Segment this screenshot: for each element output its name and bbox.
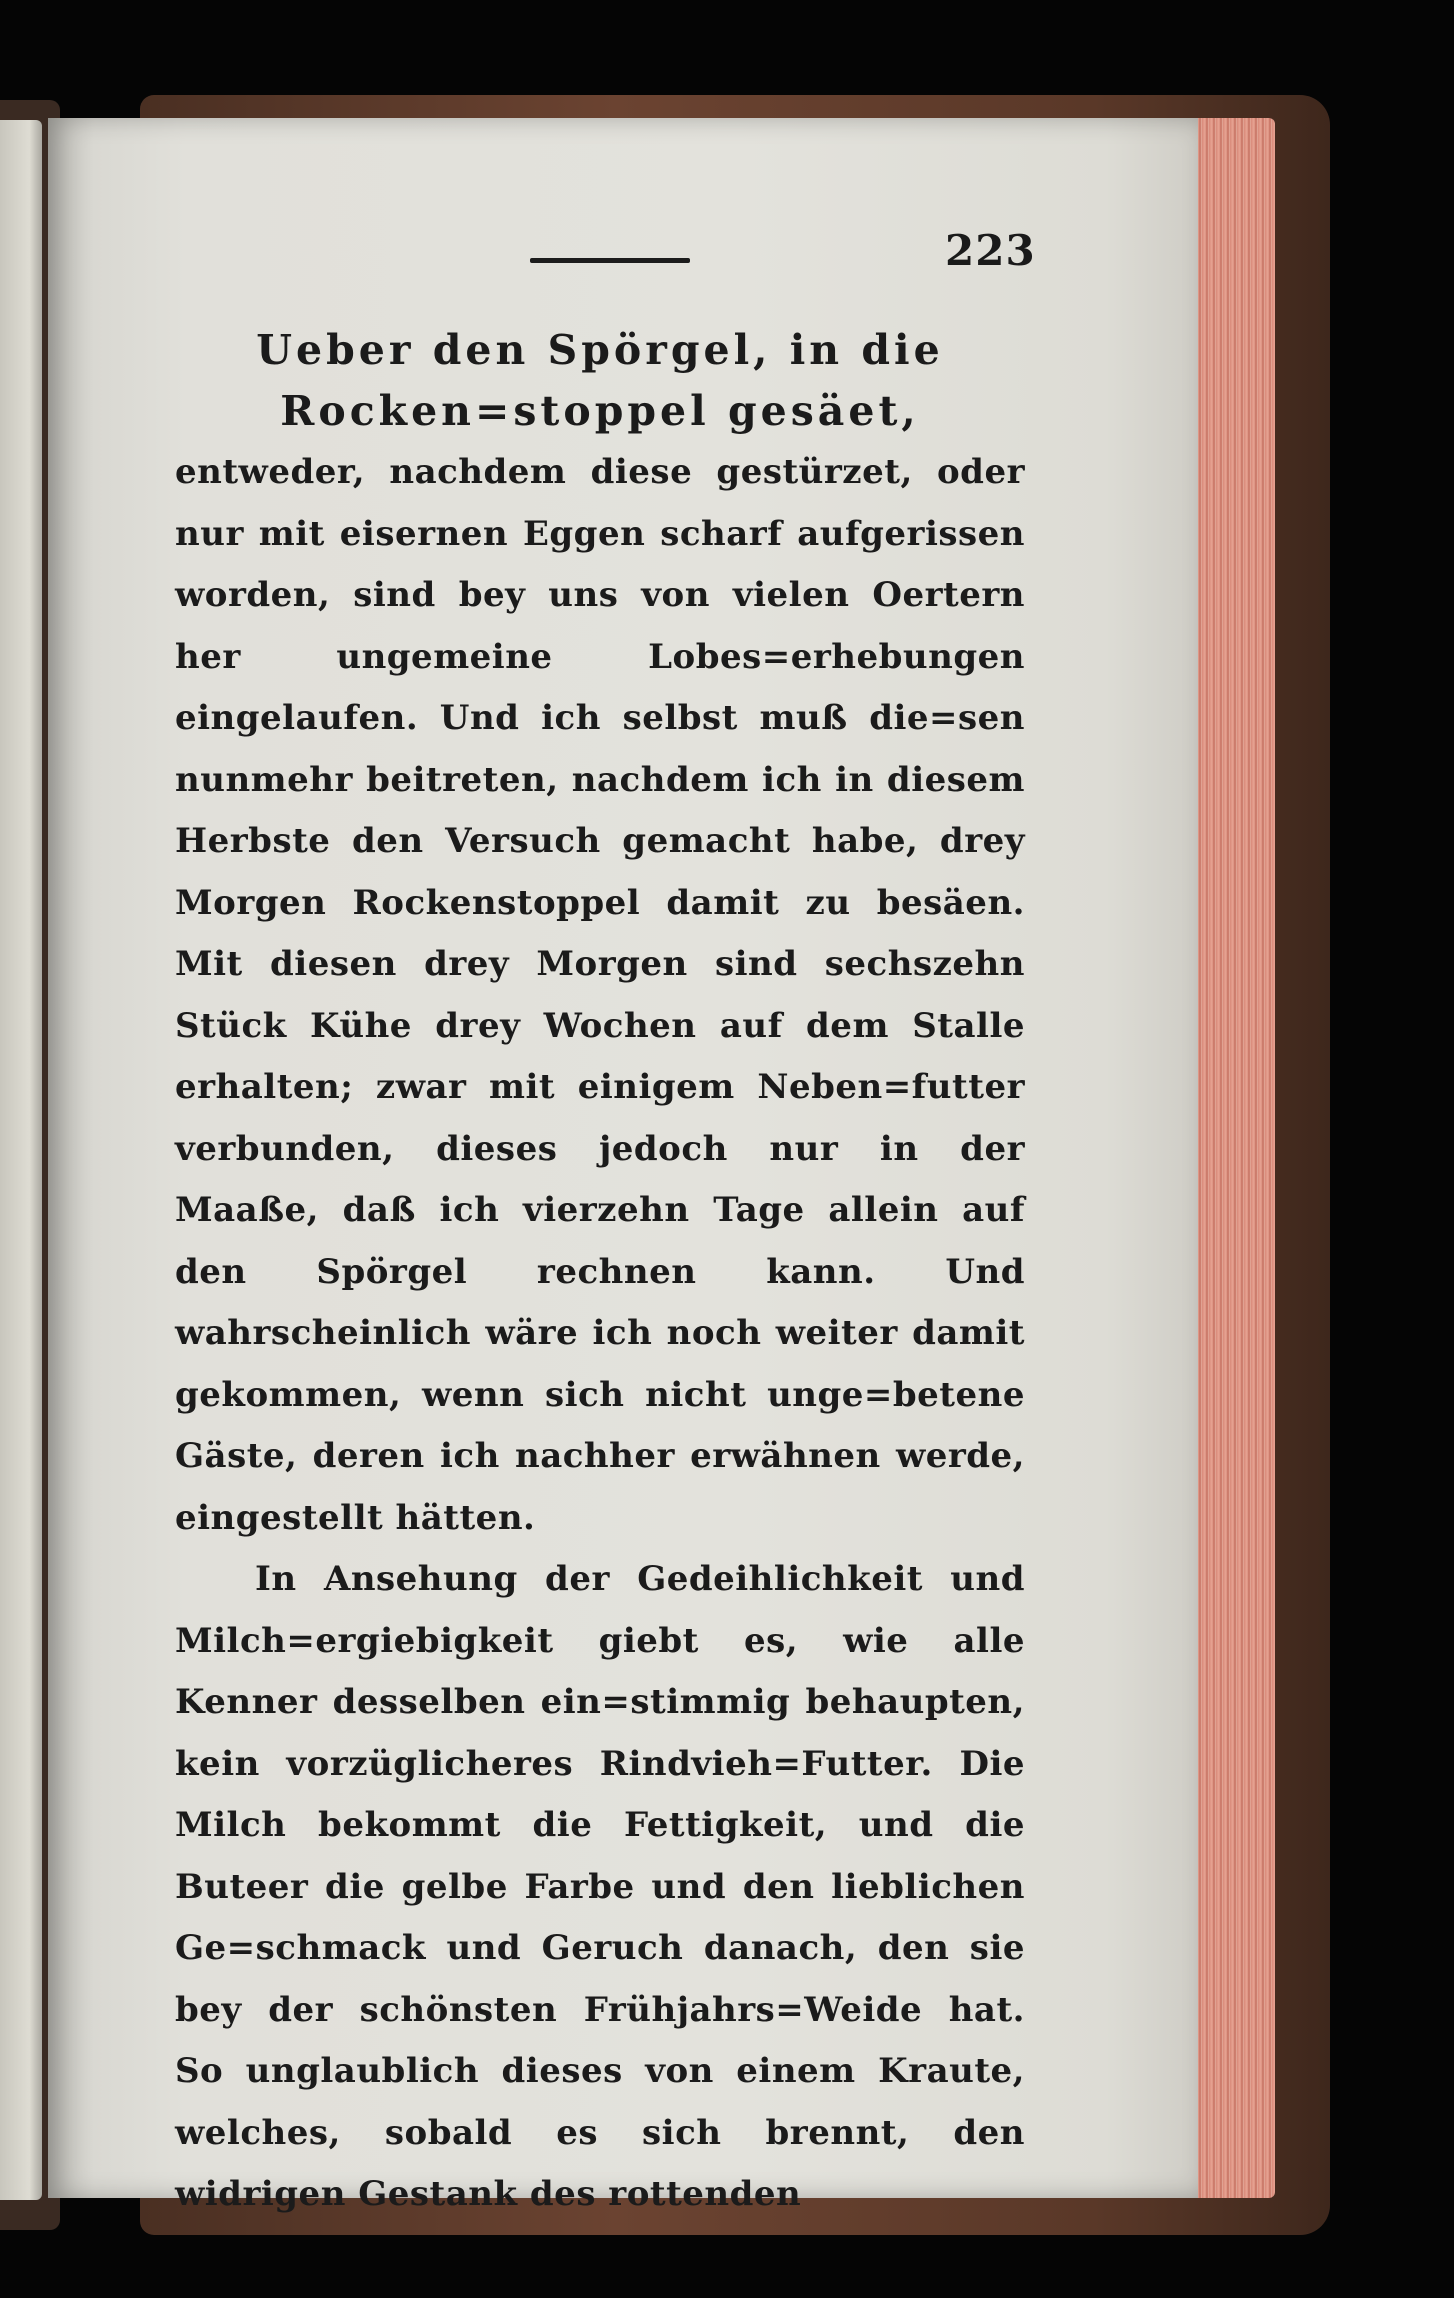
section-heading: Ueber den Spörgel, in die Rocken=stoppel gesäet, [256, 326, 944, 435]
left-page-edge [0, 120, 42, 2200]
header-rule [530, 258, 690, 263]
paragraph-2: In Ansehung der Gedeihlichkeit und Milch=ergiebigkeit giebt es, wie alle Kenner desselben ein=stimmig behaupten, kein vorzüglicheres Rindvieh=Futter. Die Milch bekommt die Fettigkeit, und die Buteer die gelbe Farbe und den lieblichen Ge=schmack und Geruch danach, den sie bey der schönsten Frühjahrs=Weide hat. So unglaublich dieses von einem Kraute, welches, sobald es sich brennt, den widrigen Gestank des rottenden [175, 1559, 1025, 2214]
page-text [175, 320, 1025, 2226]
page-edges [1195, 118, 1275, 2198]
paragraph-1: entweder, nachdem diese gestürzet, oder nur mit eisernen Eggen scharf aufgerissen worden, sind bey uns von vielen Oertern her ungemeine Lobes=erhebungen eingelaufen. Und ich selbst muß die=sen nunmehr beitreten, nachdem ich in diesem Herbste den Versuch gemacht habe, drey Morgen Rockenstoppel damit zu besäen. Mit diesen drey Morgen sind sechszehn Stück Kühe drey Wochen auf dem Stalle erhalten; zwar mit einigem Neben=futter verbunden, dieses jedoch nur in der Maaße, daß ich vierzehn Tage allein auf den Spörgel rechnen kann. Und wahrscheinlich wäre ich noch weiter damit gekommen, wenn sich nicht unge=betene Gäste, deren ich nachher erwähnen werde, eingestellt hätten. [175, 452, 1025, 1538]
page-number: 223 [945, 226, 1036, 275]
